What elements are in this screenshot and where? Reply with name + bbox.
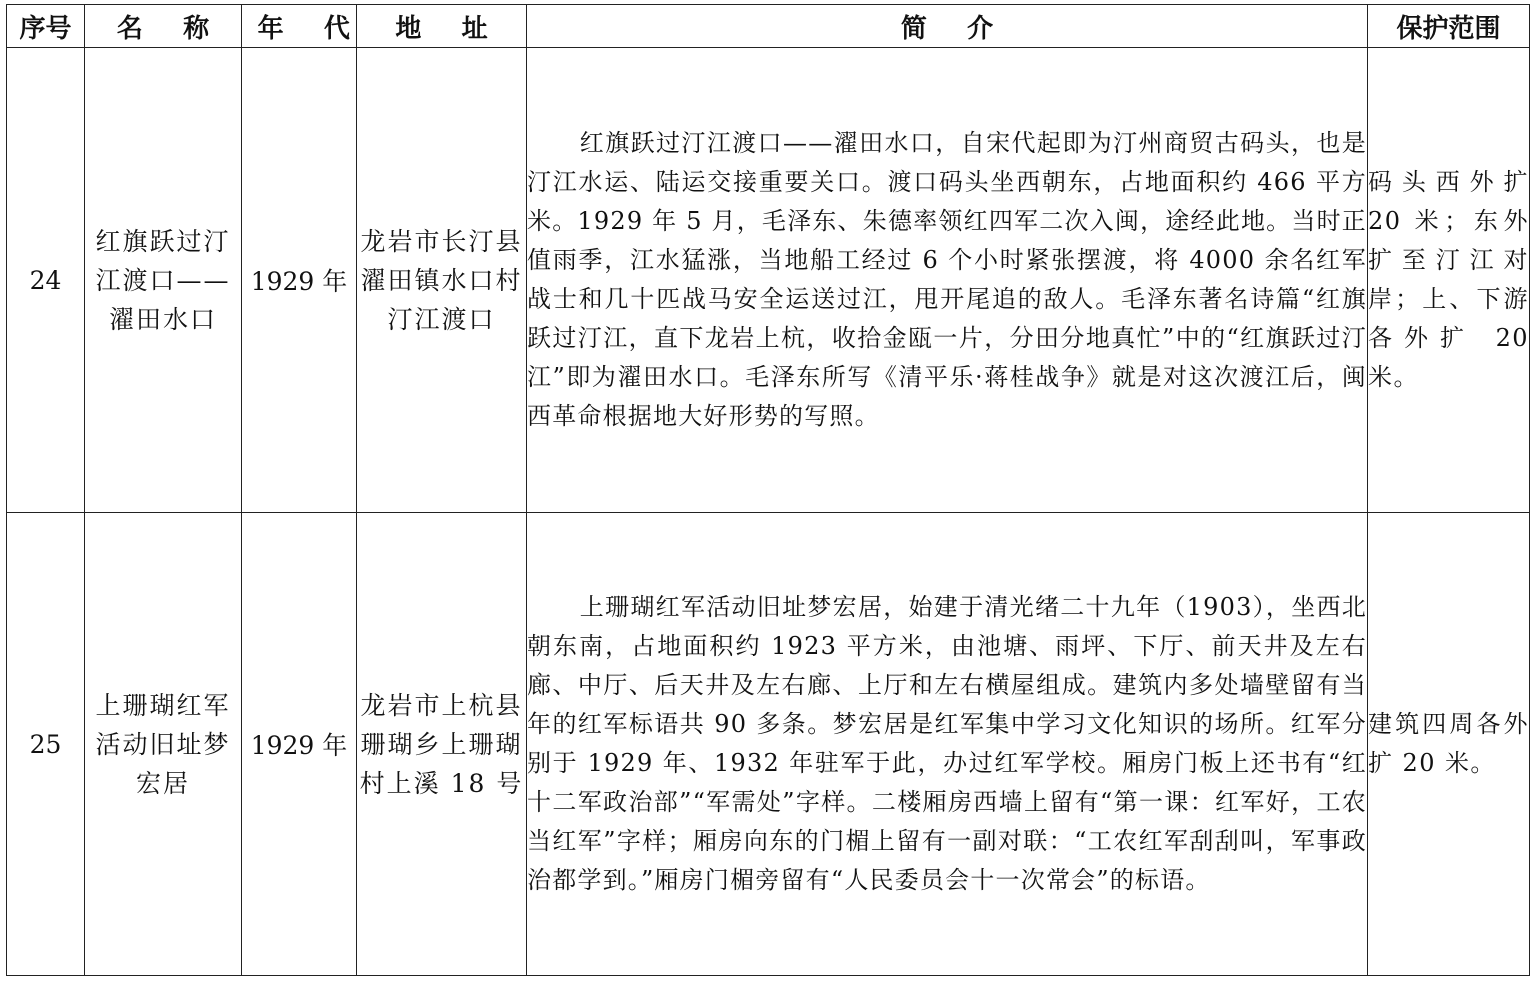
header-num: 序号 [7,5,85,48]
table-row [7,48,1530,513]
header-protection: 保护范围 [1368,5,1530,48]
cell-num: 25 [7,513,85,976]
cell-era: 1929 年 [242,513,357,976]
header-address: 地 址 [357,5,527,48]
cell-address: 龙岩市上杭县珊瑚乡上珊瑚村上溪 18 号 [357,513,527,976]
cell-name: 红旗跃过汀江渡口——濯田水口 [85,48,242,513]
intro-text: 上珊瑚红军活动旧址梦宏居，始建于清光绪二十九年（1903），坐西北朝东南，占地面积约 1923 平方米，由池塘、雨坪、下厅、前天井及左右廊、中厅、后天井及左右廊、上厅和左右横屋组成。建筑内多处墙壁留有当年的红军标语共 90 多条。梦宏居是红军集中学习文化知识的场所。红军分别于 1929 年、1932 年驻军于此，办过红军学校。厢房门板上还书有“红十二军政治部”“军需处”字样。二楼厢房西墙上留有“第一课：红军好，工农当红军”字样；厢房向东的门楣上留有一副对联：“工农红军刮刮叫，军事政治都学到。”厢房门楣旁留有“人民委员会十一次常会”的标语。 [527,593,1367,894]
table-header-row [7,5,1530,48]
cell-intro [527,513,1368,976]
header-intro: 简 介 [527,5,1368,48]
table-row [7,513,1530,976]
header-era: 年 代 [242,5,357,48]
intro-text: 红旗跃过汀江渡口——濯田水口，自宋代起即为汀州商贸古码头，也是汀江水运、陆运交接重要关口。渡口码头坐西朝东，占地面积约 466 平方米。1929 年 5 月，毛泽东、朱德率领红四军二次入闽，途经此地。当时正值雨季，江水猛涨，当地船工经过 6 个小时紧张摆渡，将 4000 余名红军战士和几十匹战马安全运送过江，甩开尾追的敌人。毛泽东著名诗篇“红旗跃过汀江，直下龙岩上杭，收拾金瓯一片，分田分地真忙”中的“红旗跃过汀江”即为濯田水口。毛泽东所写《清平乐·蒋桂战争》就是对这次渡江后，闽西革命根据地大好形势的写照。 [527,129,1367,430]
cell-num: 24 [7,48,85,513]
cell-protection: 码头西外扩 20 米；东外扩至汀江对岸；上、下游各外扩 20 米。 [1368,48,1530,513]
cell-name: 上珊瑚红军活动旧址梦宏居 [85,513,242,976]
heritage-sites-table [6,4,1530,976]
cell-intro [527,48,1368,513]
cell-protection: 建筑四周各外扩 20 米。 [1368,513,1530,976]
cell-address: 龙岩市长汀县濯田镇水口村汀江渡口 [357,48,527,513]
header-name: 名 称 [85,5,242,48]
cell-era: 1929 年 [242,48,357,513]
